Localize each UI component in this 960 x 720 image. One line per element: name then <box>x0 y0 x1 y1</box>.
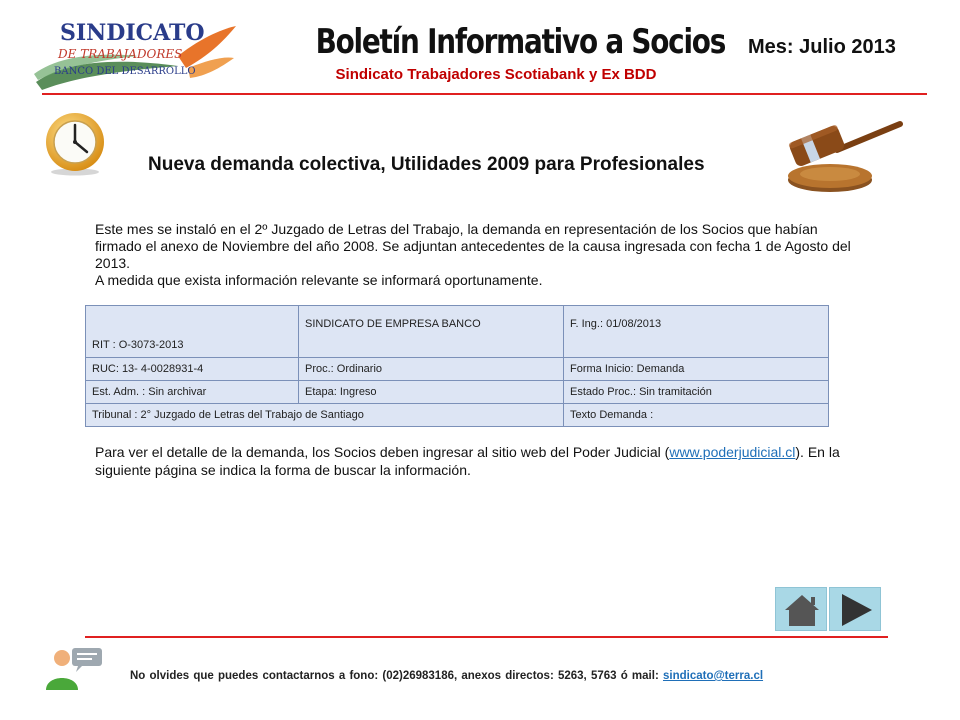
table-cell-stage: Etapa: Ingreso <box>299 381 564 404</box>
table-cell-claim-text: Texto Demanda : <box>564 404 829 427</box>
detail-text-before: Para ver el detalle de la demanda, los Socios deben ingresar al sitio web del Poder Judicial ( <box>95 444 670 460</box>
logo-line-1: SINDICATO <box>60 20 205 46</box>
table-row <box>86 381 829 404</box>
case-table <box>85 305 829 427</box>
detail-text-after: ). En la siguiente página se indica la forma de buscar la información. <box>95 444 840 478</box>
gavel-icon <box>782 118 906 196</box>
next-arrow-icon <box>830 588 882 632</box>
table-cell-party: SINDICATO DE EMPRESA BANCO <box>299 306 564 358</box>
footer-contact <box>130 670 763 682</box>
table-cell-proc-status: Estado Proc.: Sin tramitación <box>564 381 829 404</box>
article-heading: Nueva demanda colectiva, Utilidades 2009 para Profesionales <box>148 154 705 175</box>
month-label: Mes: Julio 2013 <box>748 36 896 58</box>
table-row <box>86 404 829 427</box>
table-cell-ruc: RUC: 13- 4-0028931-4 <box>86 358 299 381</box>
table-cell-rit: RIT : O-3073-2013 <box>86 306 299 358</box>
bulletin-title: Boletín Informativo a Socios <box>315 22 726 62</box>
union-logo <box>28 16 240 94</box>
home-icon <box>776 588 828 632</box>
table-row <box>86 306 829 358</box>
footer-contact-text: No olvides que puedes contactarnos a fono: (02)26983186, anexos directos: 5263, 5763 ó mail: <box>130 670 663 682</box>
logo-line-2: DE TRABAJADORES <box>58 47 183 61</box>
footer-divider <box>85 636 888 638</box>
contact-person-icon <box>42 644 104 692</box>
poder-judicial-link[interactable]: www.poderjudicial.cl <box>669 444 796 460</box>
table-cell-date: F. Ing.: 01/08/2013 <box>564 306 829 358</box>
next-button[interactable] <box>829 587 881 631</box>
intro-paragraph: Este mes se instaló en el 2º Juzgado de Letras del Trabajo, la demanda en representación de los Socios que habían firmado el anexo de Noviembre del año 2008. Se adjuntan antecedentes de la causa ingresada con fecha 1 de Agosto del 2013. <box>95 221 851 271</box>
intro-text <box>95 221 865 289</box>
table-cell-tribunal: Tribunal : 2° Juzgado de Letras del Trabajo de Santiago <box>86 404 564 427</box>
home-button[interactable] <box>775 587 827 631</box>
intro-note: A medida que exista información relevante se informará oportunamente. <box>95 272 543 288</box>
bulletin-subtitle: Sindicato Trabajadores Scotiabank y Ex BDD <box>335 66 657 83</box>
email-link[interactable]: sindicato@terra.cl <box>662 670 764 682</box>
detail-text <box>95 443 865 479</box>
table-row <box>86 358 829 381</box>
clock-icon <box>44 110 106 176</box>
logo-line-3: BANCO DEL DESARROLLO <box>54 66 196 77</box>
table-cell-start-form: Forma Inicio: Demanda <box>564 358 829 381</box>
table-cell-proc: Proc.: Ordinario <box>299 358 564 381</box>
header-divider <box>42 93 927 95</box>
table-cell-adm-status: Est. Adm. : Sin archivar <box>86 381 299 404</box>
